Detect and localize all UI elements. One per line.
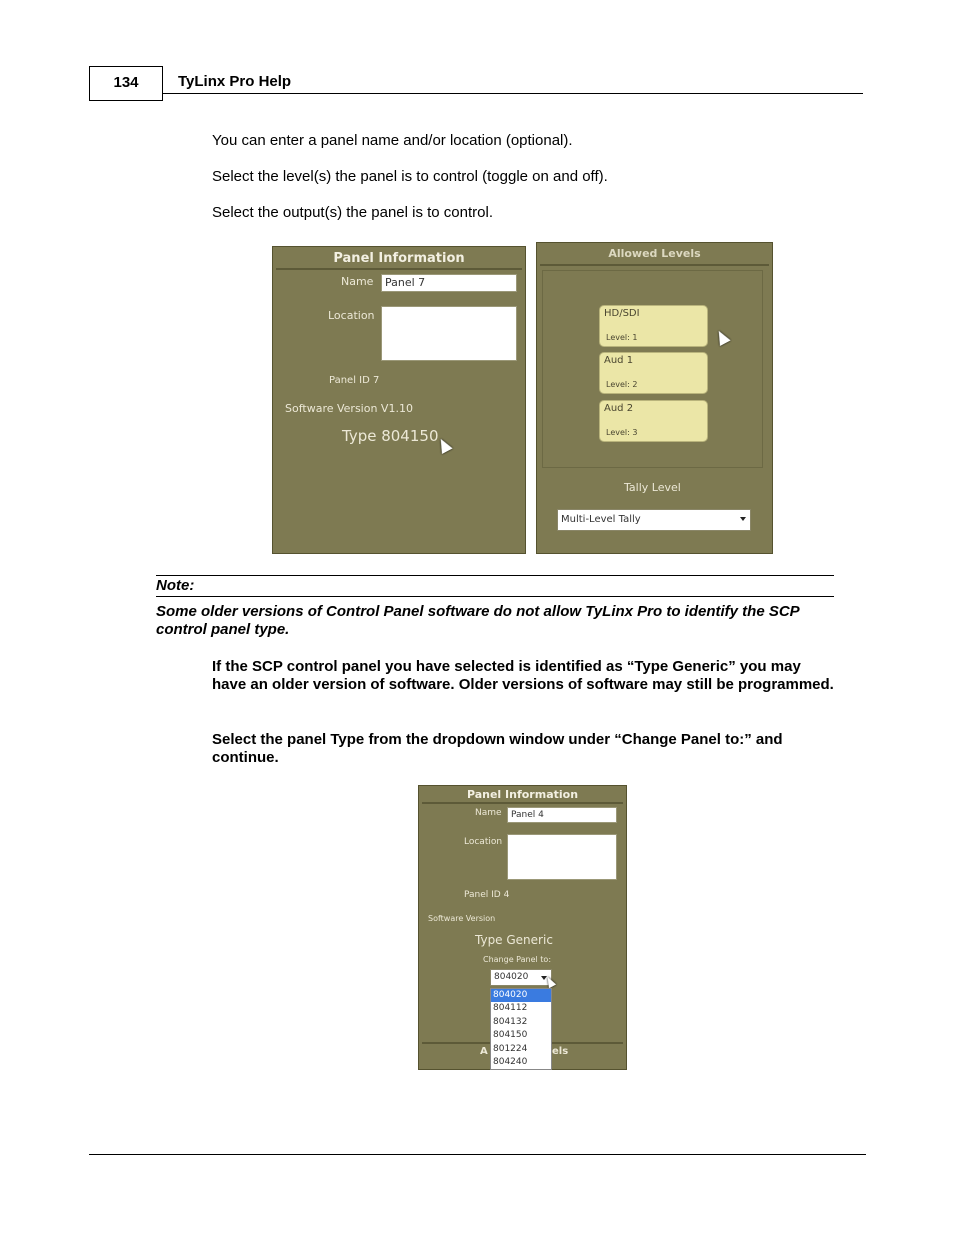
location-label: Location: [464, 837, 503, 847]
allowed-levels-title-partial-right: els: [552, 1046, 569, 1057]
software-version-label: Software Version: [428, 914, 496, 923]
panel-title: Allowed Levels: [608, 247, 701, 260]
level-toggle-hd-sdi[interactable]: [599, 305, 708, 347]
generic-type-paragraph: If the SCP control panel you have selected is identified as “Type Generic” you may have an older version of software. Older versions of software may still be programmed.: [212, 658, 834, 693]
note-label: Note:: [156, 577, 195, 594]
level-number: Level: 2: [606, 380, 638, 389]
panel-information-screenshot: [272, 246, 526, 554]
panel-title: Panel Information: [333, 251, 465, 266]
dropdown-option[interactable]: 804112: [493, 1003, 528, 1014]
note-label-rule: [156, 596, 834, 597]
name-label: Name: [341, 275, 374, 288]
tally-level-value: Multi-Level Tally: [561, 514, 641, 525]
panel-title: Panel Information: [466, 788, 579, 801]
change-panel-label: Change Panel to:: [483, 955, 552, 964]
dropdown-option[interactable]: 804240: [493, 1056, 528, 1067]
change-panel-select[interactable]: [490, 969, 552, 986]
software-version-label: Software Version V1.10: [285, 402, 413, 415]
level-toggle-aud-2[interactable]: [599, 400, 708, 442]
panel-title-rule: [422, 802, 623, 804]
header-title: TyLinx Pro Help: [178, 73, 292, 90]
level-name: Aud 1: [604, 355, 634, 366]
level-toggle-aud-1[interactable]: [599, 352, 708, 394]
footer-rule: [89, 1154, 866, 1155]
chevron-down-icon: [740, 517, 746, 521]
level-number: Level: 1: [606, 333, 638, 342]
change-panel-value: 804020: [494, 972, 529, 982]
change-panel-dropdown-list[interactable]: [490, 988, 552, 1070]
intro-paragraph: Select the level(s) the panel is to control (toggle on and off).: [212, 168, 608, 185]
location-label: Location: [328, 309, 375, 322]
panel-id-label: Panel ID 7: [329, 375, 380, 386]
panel-title-rule: [276, 268, 522, 270]
panel-id-label: Panel ID 4: [464, 890, 510, 900]
intro-paragraph: Select the output(s) the panel is to control.: [212, 204, 493, 221]
dropdown-option[interactable]: 804150: [493, 1030, 528, 1041]
dropdown-option[interactable]: 804132: [493, 1016, 528, 1027]
level-name: Aud 2: [604, 403, 634, 414]
type-label: Type Generic: [475, 933, 553, 947]
header-rule: [163, 93, 863, 94]
name-field[interactable]: Panel 7: [381, 274, 517, 292]
dropdown-option[interactable]: 801224: [493, 1043, 528, 1054]
page-number: 134: [89, 66, 163, 101]
tally-level-select[interactable]: [557, 509, 751, 531]
tally-level-label: Tally Level: [624, 481, 681, 494]
location-field[interactable]: [507, 834, 617, 880]
mouse-cursor-icon: [544, 975, 556, 988]
intro-paragraph: You can enter a panel name and/or location (optional).: [212, 132, 573, 149]
level-name: HD/SDI: [604, 308, 640, 319]
allowed-levels-screenshot: [536, 242, 773, 554]
type-label: Type 804150: [342, 427, 439, 445]
level-number: Level: 3: [606, 428, 638, 437]
allowed-levels-title-partial-left: A: [480, 1046, 488, 1057]
location-field[interactable]: [381, 306, 517, 361]
note-body: Some older versions of Control Panel software do not allow TyLinx Pro to identify the SCP control panel type.: [156, 603, 800, 638]
panel-information-generic-screenshot: [418, 785, 627, 1070]
change-panel-paragraph: Select the panel Type from the dropdown window under “Change Panel to:” and continue.: [212, 731, 783, 766]
panel-title-rule: [540, 264, 769, 266]
name-field[interactable]: Panel 4: [507, 807, 617, 823]
note-top-rule: [156, 575, 834, 576]
dropdown-option[interactable]: 804020: [491, 989, 551, 1002]
name-label: Name: [475, 808, 502, 818]
